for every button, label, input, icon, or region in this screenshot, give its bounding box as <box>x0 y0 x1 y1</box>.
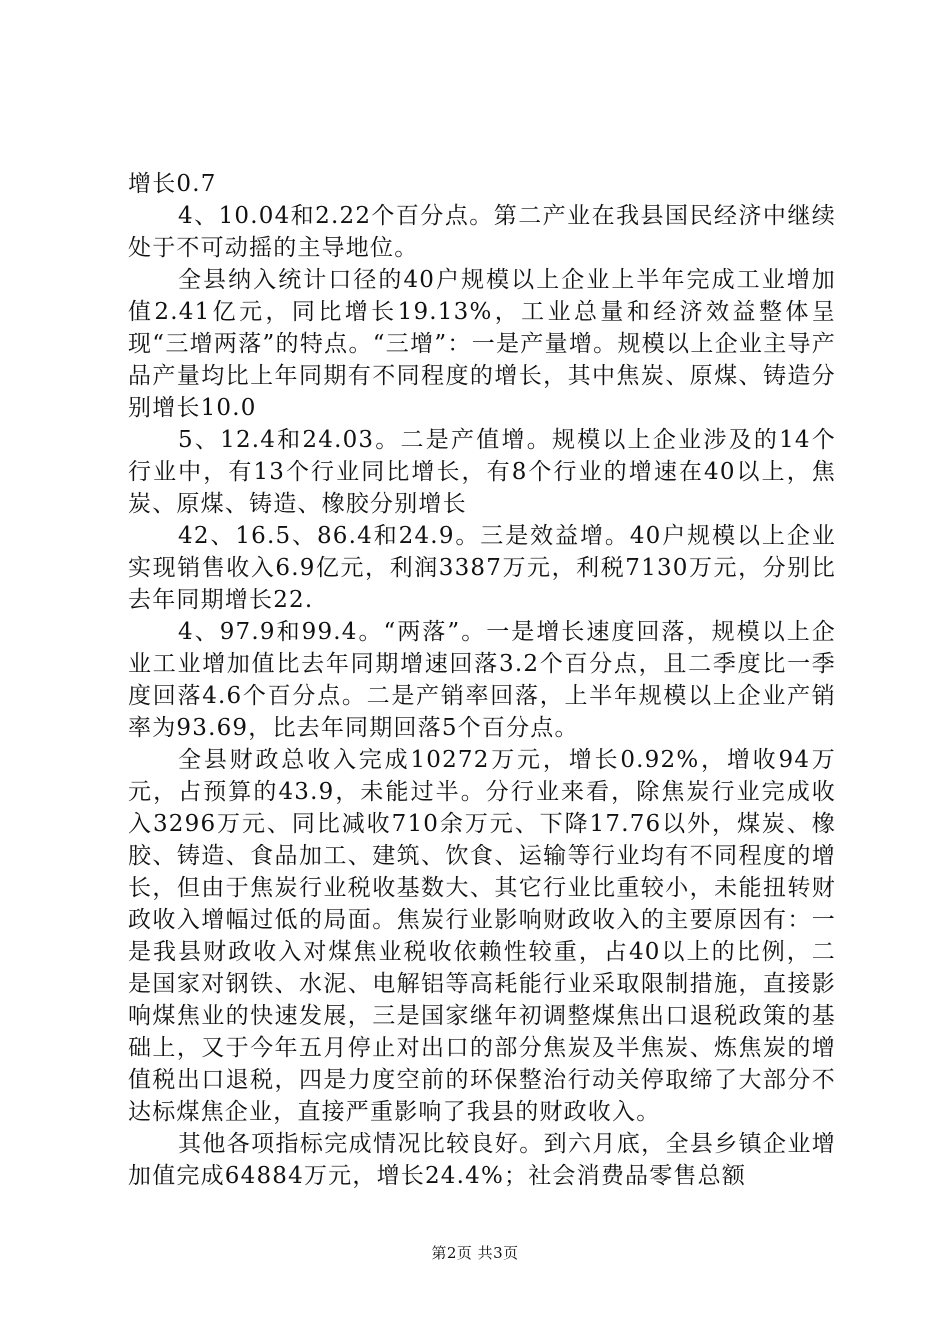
paragraph-1: 增长0.7 <box>128 171 217 197</box>
paragraph-7: 全县财政总收入完成10272万元，增长0.92%，增收94万元，占预算的43.9，未能过半。分行业来看，除焦炭行业完成收入3296万元、同比减收710余万元、下降17.76以外，煤炭、橡胶、铸造、食品加工、建筑、饮食、运输等行业均有不同程度的增长，但由于焦炭行业税收基数大、其它行业比重较小，未能扭转财政收入增幅过低的局面。焦炭行业影响财政收入的主要原因有：一是我县财政收入对煤焦业税收依赖性较重，占40以上的比例，二是国家对钢铁、水泥、电解铝等高耗能行业采取限制措施，直接影响煤焦业的快速发展，三是国家继年初调整煤焦出口退税政策的基础上，又于今年五月停止对出口的部分焦炭及半焦炭、炼焦炭的增值税出口退税，四是力度空前的环保整治行动关停取缔了大部分不达标煤焦企业，直接严重影响了我县的财政收入。 <box>128 747 836 1125</box>
paragraph-3: 全县纳入统计口径的40户规模以上企业上半年完成工业增加值2.41亿元，同比增长19.13%，工业总量和经济效益整体呈现“三增两落”的特点。“三增”：一是产量增。规模以上企业主导产品产量均比上年同期有不同程度的增长，其中焦炭、原煤、铸造分别增长10.0 <box>128 267 836 421</box>
paragraph-8: 其他各项指标完成情况比较良好。到六月底，全县乡镇企业增加值完成64884万元，增长24.4%；社会消费品零售总额 <box>128 1131 836 1189</box>
paragraph-4: 5、12.4和24.03。二是产值增。规模以上企业涉及的14个行业中，有13个行业同比增长，有8个行业的增速在40以上，焦炭、原煤、铸造、橡胶分别增长 <box>128 427 836 517</box>
paragraph-2: 4、10.04和2.22个百分点。第二产业在我县国民经济中继续处于不可动摇的主导地位。 <box>128 203 836 261</box>
paragraph-5: 42、16.5、86.4和24.9。三是效益增。40户规模以上企业实现销售收入6.9亿元，利润3387万元，利税7130万元，分别比去年同期增长22. <box>128 523 836 613</box>
document-body <box>128 168 836 1192</box>
paragraph-6: 4、97.9和99.4。“两落”。一是增长速度回落，规模以上企业工业增加值比去年同期增速回落3.2个百分点，且二季度比一季度回落4.6个百分点。二是产销率回落，上半年规模以上企业产销率为93.69，比去年同期回落5个百分点。 <box>128 619 836 741</box>
page-number-footer: 第2页 共3页 <box>431 1244 519 1262</box>
